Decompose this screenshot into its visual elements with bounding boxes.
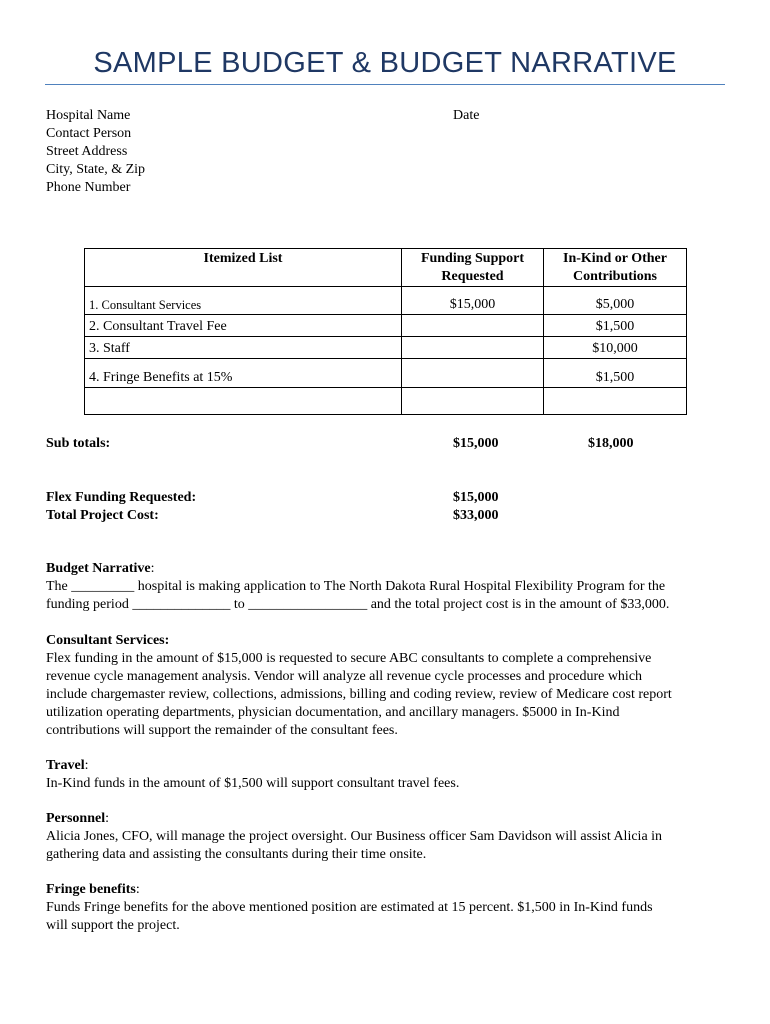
item-cell: 3. Staff bbox=[85, 337, 402, 359]
table-header-row bbox=[85, 249, 687, 287]
header-funding-support: Funding Support Requested bbox=[402, 249, 544, 287]
travel-heading: Travel bbox=[46, 758, 85, 773]
table-row bbox=[85, 388, 687, 415]
consultant-services-section bbox=[46, 632, 736, 740]
inkind-cell: $5,000 bbox=[544, 287, 687, 315]
funding-cell bbox=[402, 388, 544, 415]
phone-number: Phone Number bbox=[46, 180, 131, 195]
consultant-line: Flex funding in the amount of $15,000 is requested to secure ABC consultants to complete a comprehensive bbox=[46, 651, 652, 666]
consultant-line: contributions will support the remainder of the consultant fees. bbox=[46, 723, 398, 738]
fringe-line: will support the project. bbox=[46, 918, 180, 933]
fringe-benefits-section: Fringe benefits: Funds Fringe benefits for the above mentioned position are estimated at 15 percent. $1,500 in In-Kind funds will support the project. bbox=[46, 881, 736, 935]
narrative-line: funding period ______________ to _________________ and the total project cost is in the amount of $33,000. bbox=[46, 597, 670, 612]
funding-cell bbox=[402, 359, 544, 388]
consultant-line: utilization operating departments, physician documentation, and ancillary managers. $5000 in In-Kind bbox=[46, 705, 620, 720]
item-cell: 1. Consultant Services bbox=[85, 287, 402, 315]
personnel-heading: Personnel bbox=[46, 811, 106, 826]
total-cost-value: $33,000 bbox=[453, 508, 499, 523]
inkind-cell: $10,000 bbox=[544, 337, 687, 359]
table-row bbox=[85, 315, 687, 337]
flex-funding-value: $15,000 bbox=[453, 490, 499, 505]
flex-funding-label: Flex Funding Requested: bbox=[46, 490, 197, 505]
personnel-line: Alicia Jones, CFO, will manage the project oversight. Our Business officer Sam Davidson will assist Alicia in bbox=[46, 829, 663, 844]
funding-cell bbox=[402, 337, 544, 359]
total-cost-label: Total Project Cost: bbox=[46, 508, 159, 523]
fringe-line: Funds Fringe benefits for the above mentioned position are estimated at 15 percent. $1,500 in In-Kind funds bbox=[46, 900, 653, 915]
header-itemized-list: Itemized List bbox=[85, 249, 402, 287]
page-title: SAMPLE BUDGET & BUDGET NARRATIVE bbox=[93, 47, 677, 79]
travel-line: In-Kind funds in the amount of $1,500 will support consultant travel fees. bbox=[46, 776, 460, 791]
street-address: Street Address bbox=[46, 144, 128, 159]
subtotals-label: Sub totals: bbox=[46, 436, 111, 451]
consultant-line: include chargemaster review, collections, admissions, billing and coding review, review of Medicare cost report bbox=[46, 687, 672, 702]
title-divider bbox=[45, 84, 725, 85]
table-row bbox=[85, 337, 687, 359]
personnel-section: Personnel: Alicia Jones, CFO, will manage the project oversight. Our Business officer Sam Davidson will assist Alicia in gathering data and assisting the consultants during their time onsite. bbox=[46, 810, 736, 864]
subtotal-inkind: $18,000 bbox=[588, 436, 634, 451]
item-cell: 2. Consultant Travel Fee bbox=[85, 315, 402, 337]
date-label: Date bbox=[453, 108, 480, 123]
budget-narrative-heading: Budget Narrative bbox=[46, 561, 151, 576]
consultant-services-heading: Consultant Services: bbox=[46, 633, 170, 648]
funding-cell bbox=[402, 315, 544, 337]
city-state-zip: City, State, & Zip bbox=[46, 162, 146, 177]
budget-table bbox=[84, 248, 687, 415]
budget-narrative-section: Budget Narrative: The _________ hospital is making application to The North Dakota Rural Hospital Flexibility Program for the funding period ______________ to _________________ and the total project cost is in the amount of $33,000. bbox=[46, 560, 736, 614]
inkind-cell: $1,500 bbox=[544, 315, 687, 337]
contact-person: Contact Person bbox=[46, 126, 132, 141]
personnel-line: gathering data and assisting the consultants during their time onsite. bbox=[46, 847, 427, 862]
travel-section: Travel: In-Kind funds in the amount of $1,500 will support consultant travel fees. bbox=[46, 757, 736, 793]
narrative-line: The _________ hospital is making application to The North Dakota Rural Hospital Flexibility Program for the bbox=[46, 579, 666, 594]
funding-cell: $15,000 bbox=[402, 287, 544, 315]
subtotal-funding: $15,000 bbox=[453, 436, 499, 451]
fringe-benefits-heading: Fringe benefits bbox=[46, 882, 136, 897]
item-cell bbox=[85, 388, 402, 415]
header-inkind: In-Kind or Other Contributions bbox=[544, 249, 687, 287]
inkind-cell: $1,500 bbox=[544, 359, 687, 388]
table-row bbox=[85, 287, 687, 315]
inkind-cell bbox=[544, 388, 687, 415]
table-row bbox=[85, 359, 687, 388]
hospital-info bbox=[46, 107, 145, 197]
consultant-line: revenue cycle management analysis. Vendor will analyze all revenue cycle processes and procedure which bbox=[46, 669, 643, 684]
item-cell: 4. Fringe Benefits at 15% bbox=[85, 359, 402, 388]
hospital-name: Hospital Name bbox=[46, 108, 131, 123]
